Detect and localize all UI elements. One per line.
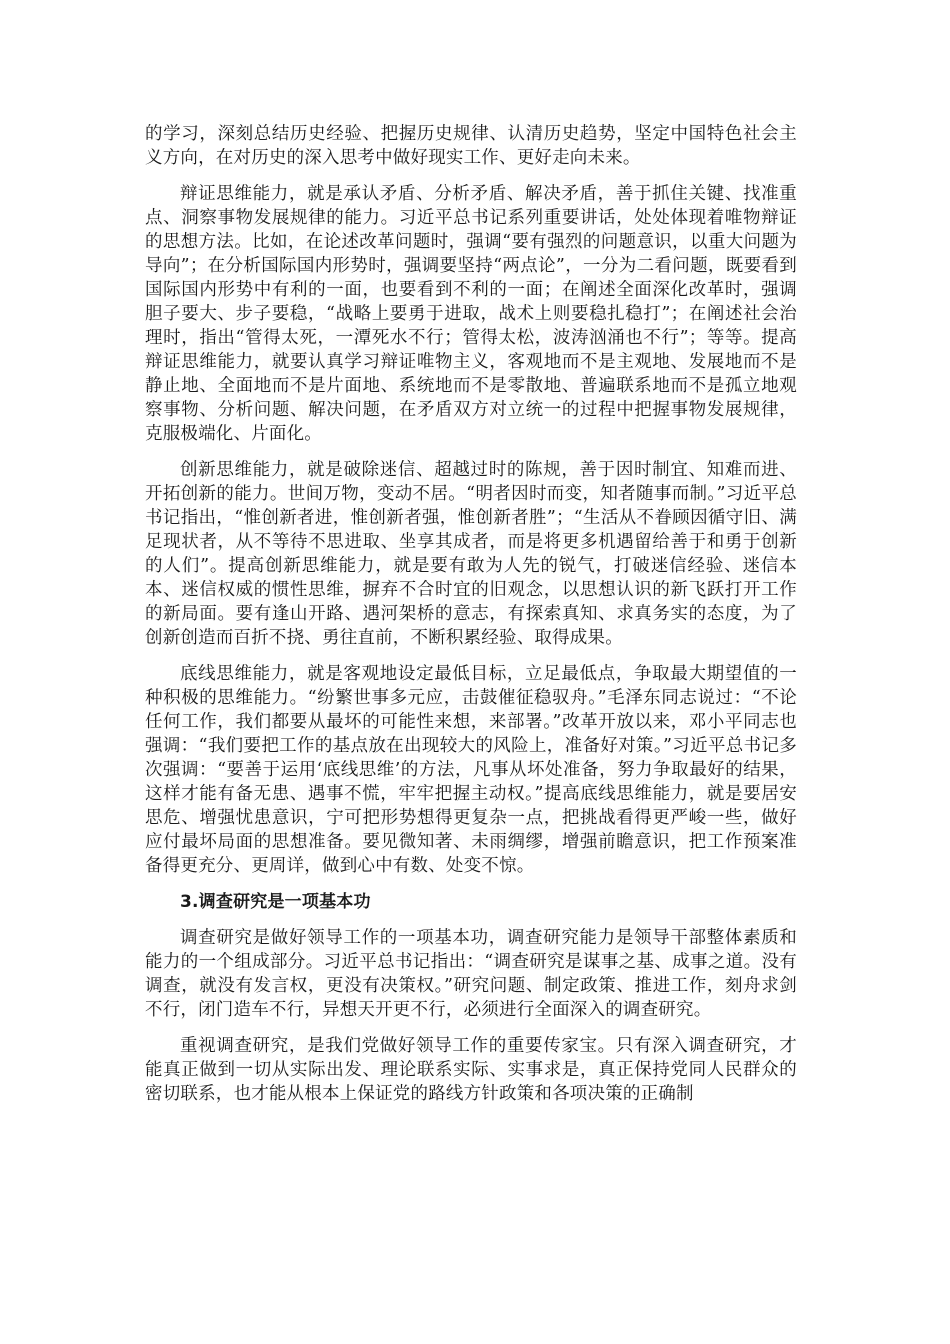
paragraph-investigation-basic-skill: 调查研究是做好领导工作的一项基本功，调查研究能力是领导干部整体素质和能力的一个组成部分。习近平总书记指出：“调查研究是谋事之基、成事之道。没有调查，就没有发言权，更没有决策权。”研究问题、制定政策、推进工作，刻舟求剑不行，闭门造车不行，异想天开更不行，必须进行全面深入的调查研究。 bbox=[145, 928, 797, 1020]
section-heading: 3.调查研究是一项基本功 bbox=[180, 892, 371, 912]
paragraph-dialectical-thinking: 辩证思维能力，就是承认矛盾、分析矛盾、解决矛盾，善于抓住关键、找准重点、洞察事物发展规律的能力。习近平总书记系列重要讲话，处处体现着唯物辩证的思想方法。比如，在论述改革问题时，强调“要有强烈的问题意识，以重大问题为导向”；在分析国际国内形势时，强调要坚持“两点论”，一分为二看问题，既要看到国际国内形势中有利的一面，也要看到不利的一面；在阐述全面深化改革时，强调胆子要大、步子要稳，“战略上要勇于进取，战术上则要稳扎稳打”；在阐述社会治理时，指出“管得太死，一潭死水不行；管得太松，波涛汹涌也不行”；等等。提高辩证思维能力，就要认真学习辩证唯物主义，客观地而不是主观地、发展地而不是静止地、全面地而不是片面地、系统地而不是零散地、普遍联系地而不是孤立地观察事物、分析问题、解决问题，在矛盾双方对立统一的过程中把握事物发展规律，克服极端化、片面化。 bbox=[145, 184, 797, 444]
paragraph-innovative-thinking: 创新思维能力，就是破除迷信、超越过时的陈规，善于因时制宜、知难而进、开拓创新的能力。世间万物，变动不居。“明者因时而变，知者随事而制。”习近平总书记指出，“惟创新者进，惟创新者强，惟创新者胜”；“生活从不眷顾因循守旧、满足现状者，从不等待不思进取、坐享其成者，而是将更多机遇留给善于和勇于创新的人们”。提高创新思维能力，就是要有敢为人先的锐气，打破迷信经验、迷信本本、迷信权威的惯性思维，摒弃不合时宜的旧观念，以思想认识的新飞跃打开工作的新局面。要有逢山开路、遇河架桥的意志，有探索真知、求真务实的态度，为了创新创造而百折不挠、勇往直前，不断积累经验、取得成果。 bbox=[145, 460, 797, 648]
paragraph-bottom-line-thinking: 底线思维能力，就是客观地设定最低目标，立足最低点，争取最大期望值的一种积极的思维能力。“纷繁世事多元应，击鼓催征稳驭舟。”毛泽东同志说过：“不论任何工作，我们都要从最坏的可能性来想，来部署。”改革开放以来，邓小平同志也强调：“我们要把工作的基点放在出现较大的风险上，准备好对策。”习近平总书记多次强调：“要善于运用‘底线思维’的方法，凡事从坏处准备，努力争取最好的结果，这样才能有备无患、遇事不慌，牢牢把握主动权。”提高底线思维能力，就是要居安思危、增强忧患意识，宁可把形势想得更复杂一点，把挑战看得更严峻一些，做好应付最坏局面的思想准备。要见微知著、未雨绸缪，增强前瞻意识，把工作预案准备得更充分、更周详，做到心中有数、处变不惊。 bbox=[145, 664, 797, 876]
paragraph-investigation-tradition: 重视调查研究，是我们党做好领导工作的重要传家宝。只有深入调查研究，才能真正做到一切从实际出发、理论联系实际、实事求是，真正保持党同人民群众的密切联系，也才能从根本上保证党的路线方针政策和各项决策的正确制 bbox=[145, 1036, 797, 1104]
paragraph-history-continuation: 的学习，深刻总结历史经验、把握历史规律、认清历史趋势，坚定中国特色社会主义方向，在对历史的深入思考中做好现实工作、更好走向未来。 bbox=[145, 124, 797, 168]
document-page bbox=[145, 122, 797, 1118]
